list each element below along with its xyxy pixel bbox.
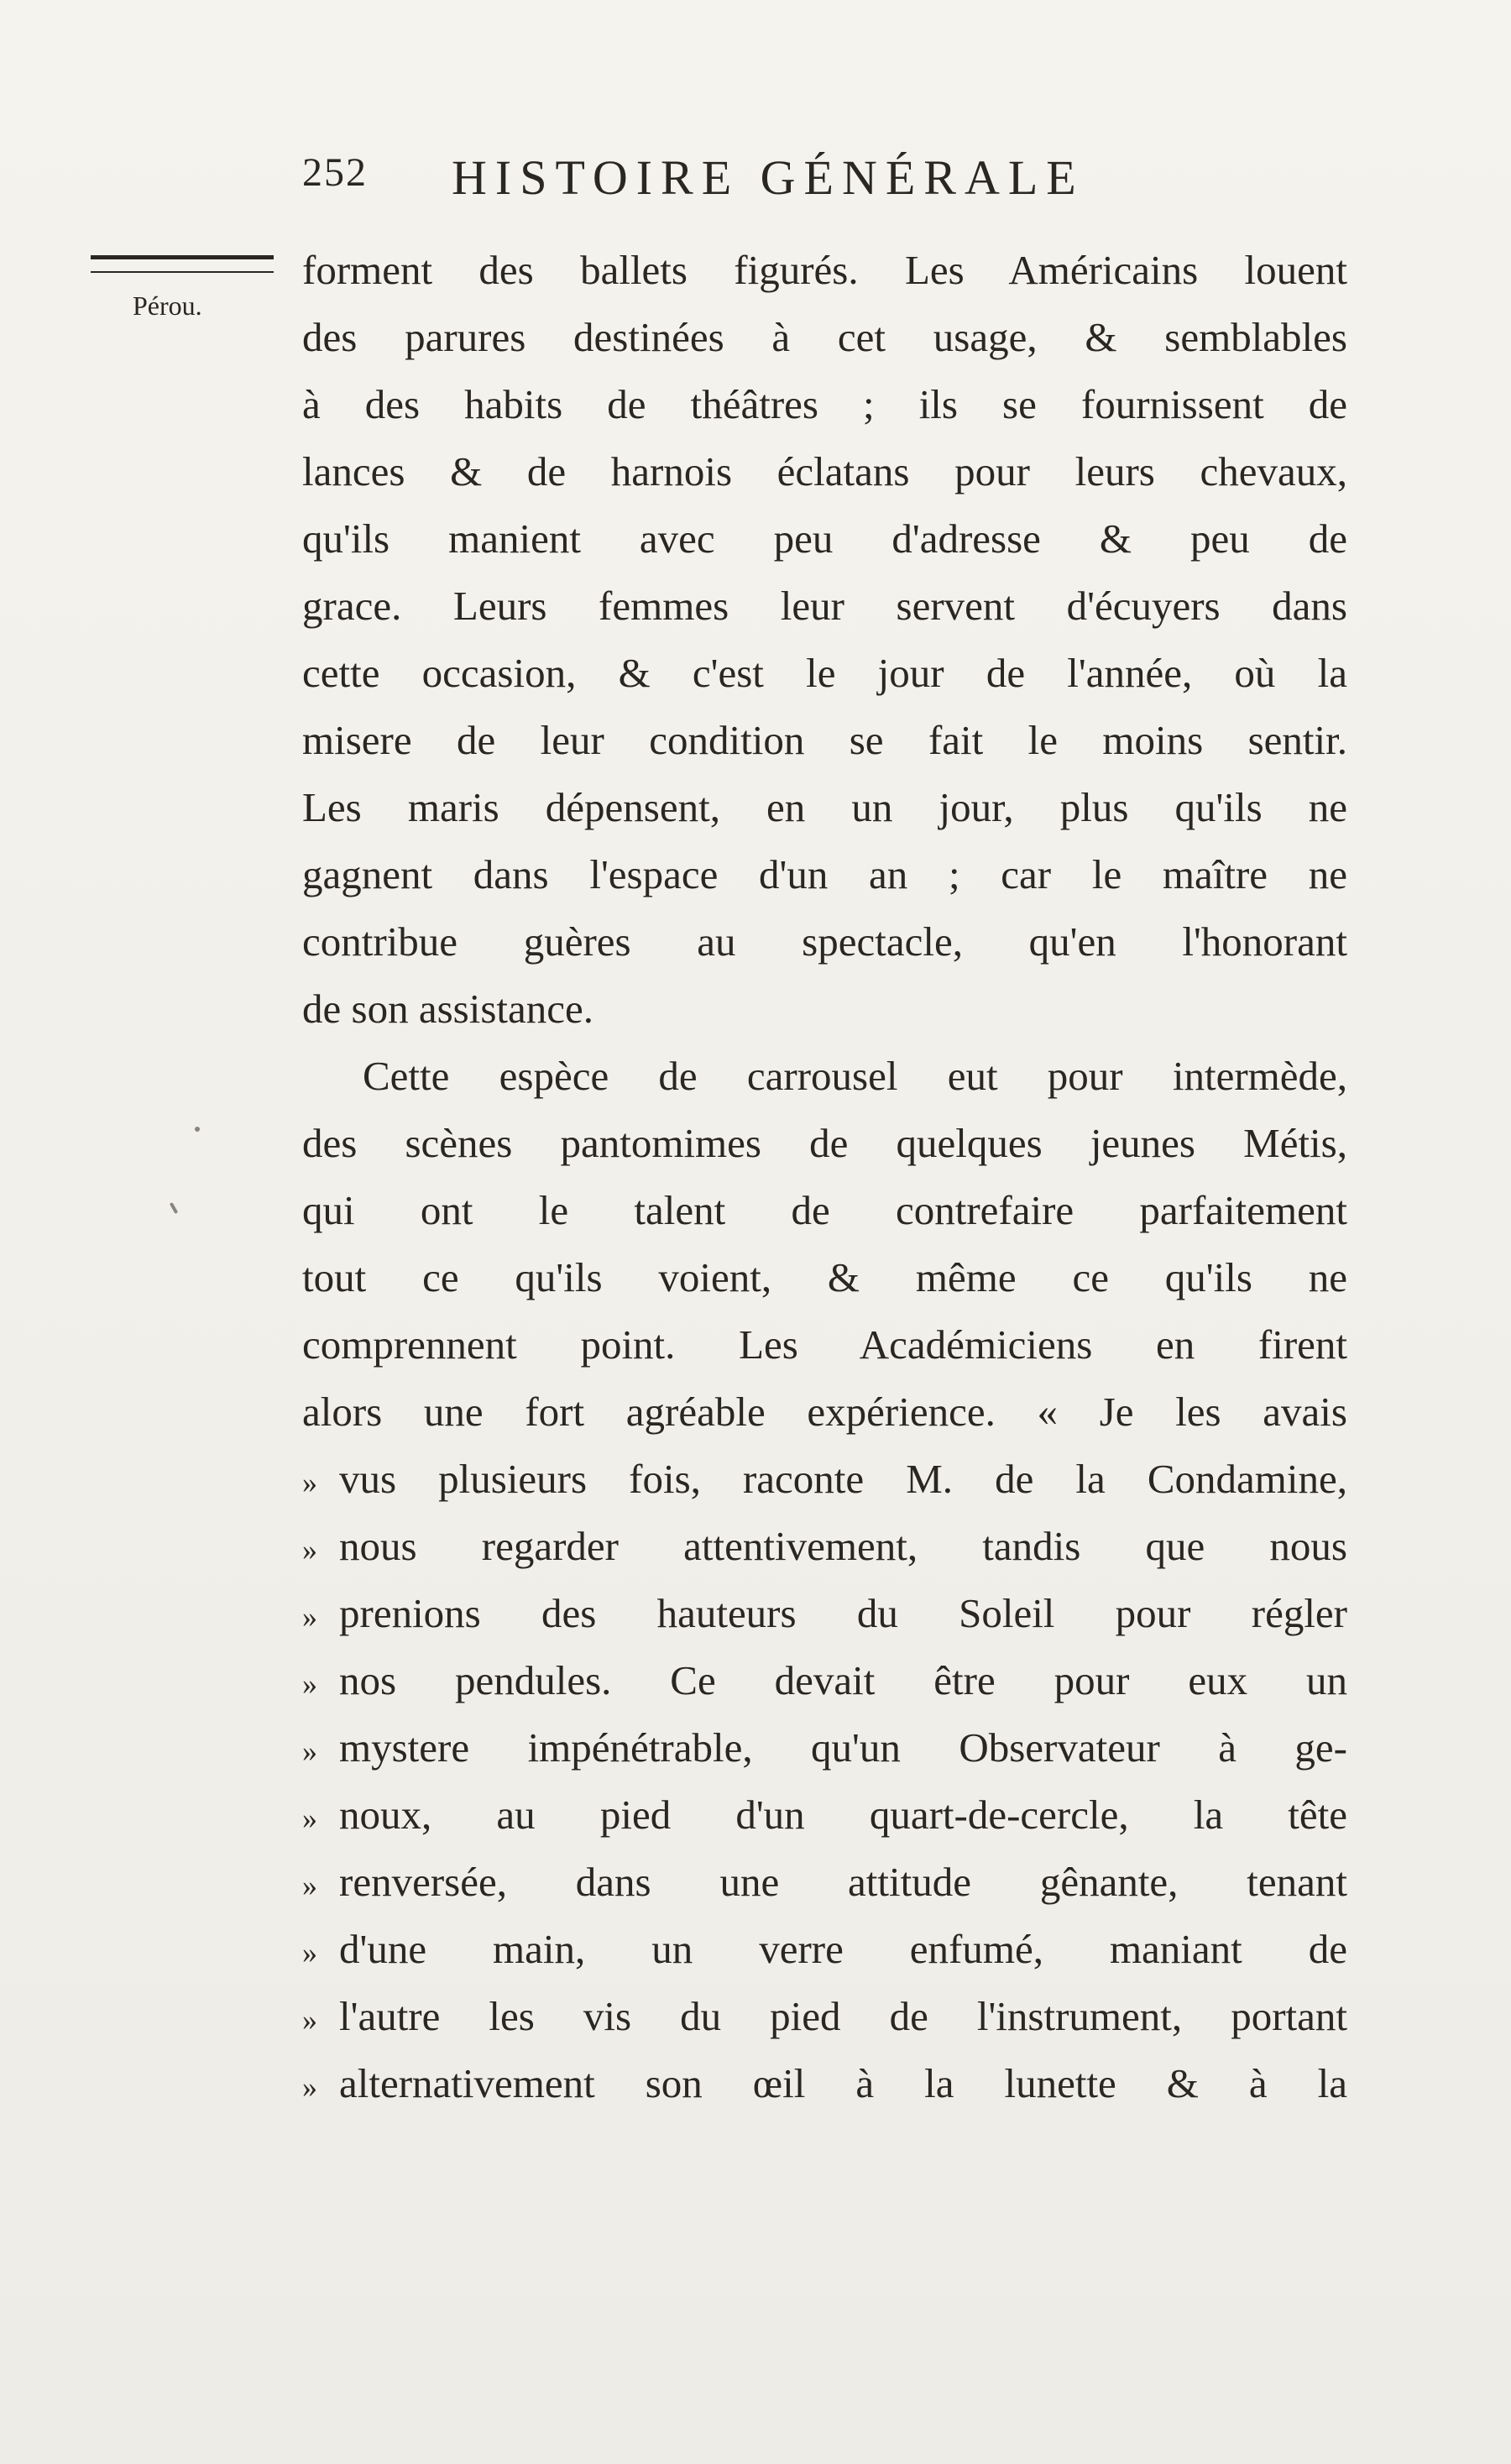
text-line: lances & de harnois éclatans pour leurs chevaux, (302, 448, 1347, 494)
page-number: 252 (302, 150, 368, 195)
page-header (302, 149, 1209, 217)
margin-rule (91, 255, 274, 273)
quote-mark: » (302, 1936, 317, 1970)
quoted-line (302, 1580, 1347, 1647)
quoted-text: l'autre les vis du pied de l'instrument, portant (339, 1993, 1347, 2039)
paper-speck (195, 1127, 200, 1132)
quoted-text: nos pendules. Ce devait être pour eux un (339, 1657, 1347, 1703)
quoted-line (302, 1513, 1347, 1580)
quoted-line (302, 1647, 1347, 1714)
quoted-text: renversée, dans une attitude gênante, tenant (339, 1859, 1347, 1905)
text-line: à des habits de théâtres ; ils se fournissent de (302, 381, 1347, 427)
text-line: des parures destinées à cet usage, & semblables (302, 314, 1347, 360)
quote-mark: » (302, 1533, 317, 1567)
text-line: Cette espèce de carrousel eut pour intermède, (363, 1053, 1347, 1099)
quoted-text: noux, au pied d'un quart-de-cercle, la tête (339, 1792, 1347, 1838)
text-line: des scènes pantomimes de quelques jeunes Métis, (302, 1120, 1347, 1166)
text-line: tout ce qu'ils voient, & même ce qu'ils ne (302, 1254, 1347, 1300)
quoted-line (302, 1916, 1347, 1983)
quote-mark: » (302, 1600, 317, 1634)
text-line: gagnent dans l'espace d'un an ; car le maître ne (302, 851, 1347, 897)
text-line: qu'ils manient avec peu d'adresse & peu de (302, 515, 1347, 562)
text-line: comprennent point. Les Académiciens en firent (302, 1321, 1347, 1368)
quoted-text: alternativement son œil à la lunette & à la (339, 2060, 1347, 2106)
quote-mark: » (302, 2003, 317, 2037)
margin-note: Pérou. (133, 290, 202, 321)
quoted-line (302, 2050, 1347, 2117)
quoted-text: prenions des hauteurs du Soleil pour régler (339, 1590, 1347, 1636)
quoted-line (302, 1446, 1347, 1513)
text-line: contribue guères au spectacle, qu'en l'honorant (302, 918, 1347, 965)
quoted-line (302, 1781, 1347, 1849)
quote-mark: » (302, 2070, 317, 2104)
text-line: alors une fort agréable expérience. « Je les avais (302, 1389, 1347, 1435)
quoted-line (302, 1714, 1347, 1781)
quoted-text: d'une main, un verre enfumé, maniant de (339, 1926, 1347, 1972)
text-line: grace. Leurs femmes leur servent d'écuyers dans (302, 583, 1347, 629)
quote-mark: » (302, 1466, 317, 1499)
quoted-line (302, 1849, 1347, 1916)
quote-mark: » (302, 1734, 317, 1768)
quote-mark: » (302, 1667, 317, 1701)
text-line: de son assistance. (302, 986, 593, 1032)
quote-mark: » (302, 1869, 317, 1902)
text-line: Les maris dépensent, en un jour, plus qu'ils ne (302, 784, 1347, 830)
paper-speck (170, 1202, 178, 1214)
quoted-text: nous regarder attentivement, tandis que nous (339, 1523, 1347, 1569)
text-line: forment des ballets figurés. Les Américains louent (302, 247, 1347, 293)
running-title: HISTOIRE GÉNÉRALE (452, 150, 1085, 205)
quoted-text: vus plusieurs fois, raconte M. de la Condamine, (339, 1456, 1347, 1502)
text-line: cette occasion, & c'est le jour de l'année, où la (302, 650, 1347, 696)
quoted-line (302, 1983, 1347, 2050)
text-line: qui ont le talent de contrefaire parfaitement (302, 1187, 1347, 1233)
body-text (302, 237, 1347, 2117)
quoted-text: mystere impénétrable, qu'un Observateur à ge- (339, 1724, 1347, 1771)
text-line: misere de leur condition se fait le moins sentir. (302, 717, 1347, 763)
quote-mark: » (302, 1802, 317, 1835)
